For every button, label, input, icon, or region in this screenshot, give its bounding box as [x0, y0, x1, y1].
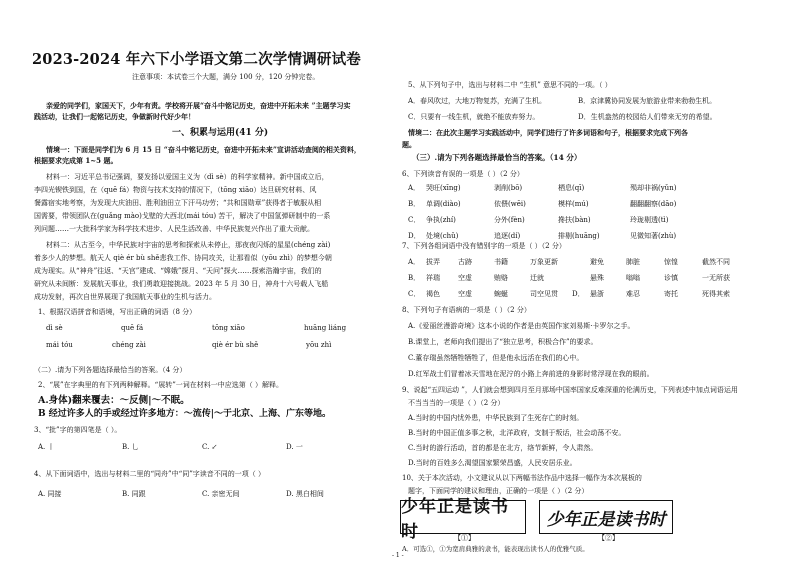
option-word: 单调(diào) [426, 200, 461, 208]
option-word: 空虚 [458, 274, 472, 282]
option-letter: A． [408, 258, 421, 266]
task-2-line-2: 题。 [402, 140, 416, 149]
subsection-2-heading: （二）.请为下列各题选择最恰当的答案。（4 分） [34, 366, 187, 374]
question-9-line-2: 不当当当的一项是（ ）（2 分） [408, 399, 505, 407]
caption-2: 【②】 [598, 534, 619, 542]
option-word: 见微知著(zhù) [630, 232, 677, 240]
question-10-line-2: 题字，下面同学的建议和理由，正确的一项是（ ）（2 分） [408, 487, 589, 495]
option-word: 翻翻翻察(dāo) [630, 200, 677, 208]
q5-option-d: D．生机盎然的校园给人们带来无穷的希望。 [578, 113, 717, 121]
pinyin: huāng liáng [304, 324, 347, 332]
section-1-heading: 一、积累与运用(41 分) [172, 128, 269, 138]
exam-title: 2023-2024 年六下小学语文第二次学情调研试卷 [32, 51, 361, 68]
q9-option-d: D.当时的百姓多么渴望国家繁荣昌盛，人民安居乐业。 [408, 459, 577, 467]
material-1-line: 列问题……一大批科学家为科学技术进步、人民生活改善、中华民族复兴作出了重大贡献。 [34, 225, 314, 233]
option-word: 嗡嗡 [626, 274, 640, 282]
option-word: 悬浙 [590, 290, 604, 298]
option-word: 搀扶(bàn) [558, 216, 591, 224]
option-letter: D． [572, 290, 585, 298]
option-word: 哭旺(xīng) [426, 184, 461, 192]
material-2-line: 材料二：从古至今，中华民族对宇宙的思考和探索从未停止，那夜夜闪烁的星星(chéng zài) [46, 241, 331, 249]
definition-a: A.身体)翻来覆去：～反侧|～不眠。 [38, 395, 190, 406]
option-word: 司空见贯 [530, 290, 558, 298]
q7-options [408, 258, 748, 304]
material-2-line: 着多少人的梦想。航天人 qiè ér bù shě悲我工作、协同攻关，让那看似（yōu zhì）的梦想今朝 [34, 254, 332, 262]
option-word: 肺脏 [626, 258, 640, 266]
question-10: 10、关于本次活动，小文建议从以下两幅书法作品中选择一幅作为本次展板的 [402, 474, 642, 482]
q9-option-b: B.当时的中国正值多事之秋，北洋政府，支制于叛话，社会动荡不安。 [408, 429, 626, 437]
option-word: 书籍 [494, 258, 508, 266]
option-word: 玲珑剔透(tì) [630, 216, 669, 224]
question-1: 1、根据汉语拼音和语境，写出正确的词语（8 分） [38, 308, 197, 316]
question-2: 2、“展”在字典里的有下列两种解释。“展转”一词在材料一中应选第（ ）解释。 [38, 381, 283, 389]
pinyin: quē fá [121, 324, 144, 332]
pinyin: chéng zài [112, 341, 146, 349]
option-letter: A． [408, 184, 421, 192]
task-1-line-2: 根据要求完成第 1~5 题。 [34, 156, 118, 165]
calligraphy-sample-1: 少年正是读书时 [400, 500, 526, 534]
option-b: B. 乚 [122, 443, 139, 451]
option-letter: B． [408, 274, 421, 282]
option-word: 悬殊 [590, 274, 604, 282]
option-word: 褐色 [426, 290, 440, 298]
option-word: 死得其索 [702, 290, 730, 298]
option-letter: B． [408, 200, 421, 208]
material-2-line: 研究从未间断：发展航天事业，我们勇敢迎接挑战。2023 年 5 月 30 日，神舟十六号载人飞船 [34, 280, 329, 288]
option-d: D. 一 [286, 443, 303, 451]
option-letter: D． [408, 232, 421, 240]
pinyin: tōng xiāo [212, 324, 245, 332]
option-word: 依偎(wēi) [494, 200, 526, 208]
question-8: 8、下列句子有语病的一项是（ ）（2 分） [402, 306, 531, 314]
caption-1: 【①】 [454, 534, 475, 542]
option-word: 迁就 [530, 274, 544, 282]
option-word: 拔弄 [426, 258, 440, 266]
option-word: 排剔(huāng) [558, 232, 600, 240]
option-letter: C． [408, 216, 421, 224]
q5-option-b: B．京津冀协同发展为旅游业带来勃勃生机。 [578, 97, 717, 105]
option-word: 一无所获 [702, 274, 730, 282]
page-number: - 1 - [392, 552, 404, 559]
option-word: 模样(mú) [558, 200, 589, 208]
q5-option-c: C．只要有一线生机，就绝不能放弃努力。 [408, 113, 540, 121]
option-c: C. 亲密无间 [202, 490, 240, 498]
option-word: 诊慎 [664, 274, 678, 282]
question-6: 6、下列读音有误的一项是（ ）（2 分） [402, 170, 524, 178]
option-word: 争执(zhí) [426, 216, 456, 224]
q9-option-c: C.当时的游行活动，首的都是在北方，络节新鲜，令人肃然。 [408, 444, 598, 452]
pinyin: dì sè [46, 324, 63, 332]
option-word: 殒却非祸(yǔn) [630, 184, 677, 192]
q9-option-a: A.当时的中国内忧外患，中华民族到了生死存亡的时刻。 [408, 414, 584, 422]
task-1-line-1: 情境一：下面是同学们为 6 月 15 日 “奋斗中铭记历史，奋进中开拓未来”宣讲活动查阅的相关资料， [46, 145, 361, 154]
q8-option-c: C.董存瑞虽然牺牲牺牲了，但是他永远活在我们的心中。 [408, 354, 584, 362]
option-d: D. 黑白相间 [286, 490, 324, 498]
definition-b: B 经过许多人的手或经过许多地方：～流传|～于北京、上海、广东等地。 [38, 409, 332, 419]
question-9: 9、说起“五四运动 ”，人们就会想到四月至月那场中国率国家反难深重的伦满历史，下列表述中加点词语运用 [402, 386, 738, 394]
option-a: A. 丨 [38, 443, 55, 451]
option-word: 寄托 [664, 290, 678, 298]
q5-option-a: A．春风吹过，大地万物复苏，充满了生机。 [408, 97, 547, 105]
option-a: A. 同接 [38, 490, 62, 498]
option-word: 截然不同 [702, 258, 730, 266]
option-word: 处境(chǔ) [426, 232, 459, 240]
option-c: C. ↙ [202, 443, 218, 451]
option-word: 空虚 [458, 290, 472, 298]
q8-option-b: B.课堂上，老师向我们提出了“独立思考，积极合作”的要求。 [408, 338, 598, 346]
material-1-line: 材料一：习近平总书记强调，要发扬以爱国主义为（dì sè）的科学家精神。新中国成立后， [46, 173, 329, 181]
q10-option-a: A．可选①，①为宽肩典雅的隶书，能表现出读书人的优雅气质。 [402, 545, 589, 553]
option-letter: C． [408, 290, 421, 298]
intro-line-1: 亲爱的同学们，家国天下，少年有责。学校将开展“奋斗中铭记历史，奋进中开拓未来 ”主题学习实 [46, 101, 351, 110]
option-word: 蜿蜒 [494, 290, 508, 298]
option-word: 追逐(dí) [494, 232, 521, 240]
material-2-line: 成功发射，再次自世界展现了我国航天事业的生机与活力。 [34, 293, 216, 301]
q8-option-d: D.红军战士们冒着冰天雪地在泥泞的小路上奔前进的身影时常浮现在我的眼前。 [408, 370, 654, 378]
option-word: 万象更新 [530, 258, 558, 266]
option-word: 剥削(bō) [494, 184, 523, 192]
notice: 注意事项：本试卷三个大题，满分 100 分，120 分钟完卷。 [132, 73, 320, 81]
material-1-line: 李四光锲铁到国，在（quē fá）物资与技术支持的情况下，（tōng xiāo）达旦研究材料、风 [34, 186, 317, 194]
option-word: 避免 [590, 258, 604, 266]
pinyin: yōu zhì [306, 341, 332, 349]
option-word: 古跡 [458, 258, 472, 266]
option-b: B. 同跟 [122, 490, 146, 498]
pinyin: qiè ér bù shě [212, 341, 259, 349]
material-1-line: 国需要，带领团队在(guǎng mào)戈壁的大西北(mái tóu) 苦干，解决了中国氢弹研制中的一系 [34, 212, 331, 220]
calligraphy-sample-2: 少年正是读书时 [539, 500, 673, 534]
question-7: 7、下列各组词语中没有错别字的一项是（ ）（2 分） [402, 242, 566, 250]
option-word: 难忍 [626, 290, 640, 298]
question-4: 4、从下面词语中，选出与材料二里的“同舟”中“同”字读音不同的一项（ ） [34, 470, 265, 478]
question-3: 3、“批”字的第四笔是（ ）。 [34, 426, 122, 434]
option-word: 分外(fèn) [494, 216, 525, 224]
subsection-3-heading: （三）.请为下列各题选择最恰当的答案。（14 分） [412, 153, 582, 162]
option-word: 祥瑞 [426, 274, 440, 282]
question-5: 5、从下列句子中，选出与材料二中 “生机” 意思不同的一项。（ ） [408, 81, 612, 89]
option-word: 贿赂 [494, 274, 508, 282]
option-word: 栖息(qī) [558, 184, 585, 192]
q8-option-a: A.《爱丽丝漫游奇境》这本小说的作者是由英国作家刘易斯·卡罗尔之手。 [408, 322, 635, 330]
material-2-line: 成为现实。从“神舟”往返、“天宫”建成、“嫦娥”探月、“天问”探火……探索浩瀚宇宙，我们的 [34, 267, 322, 275]
task-2-line-1: 情境二：在此次主题学习实践活动中，同学们进行了许多词语和句子，根据要求完成下列各 [408, 128, 688, 137]
option-word: 惊惶 [664, 258, 678, 266]
intro-line-2: 践活动，让我们一起铭记历史，争做新时代好少年！ [34, 112, 195, 121]
material-1-line: 餐露宿实地考察，为发现大庆油田、胜利油田立下汗马功劳；“共和国勋章”获得者于敏服从相 [34, 199, 322, 207]
pinyin: mái tóu [46, 341, 73, 349]
